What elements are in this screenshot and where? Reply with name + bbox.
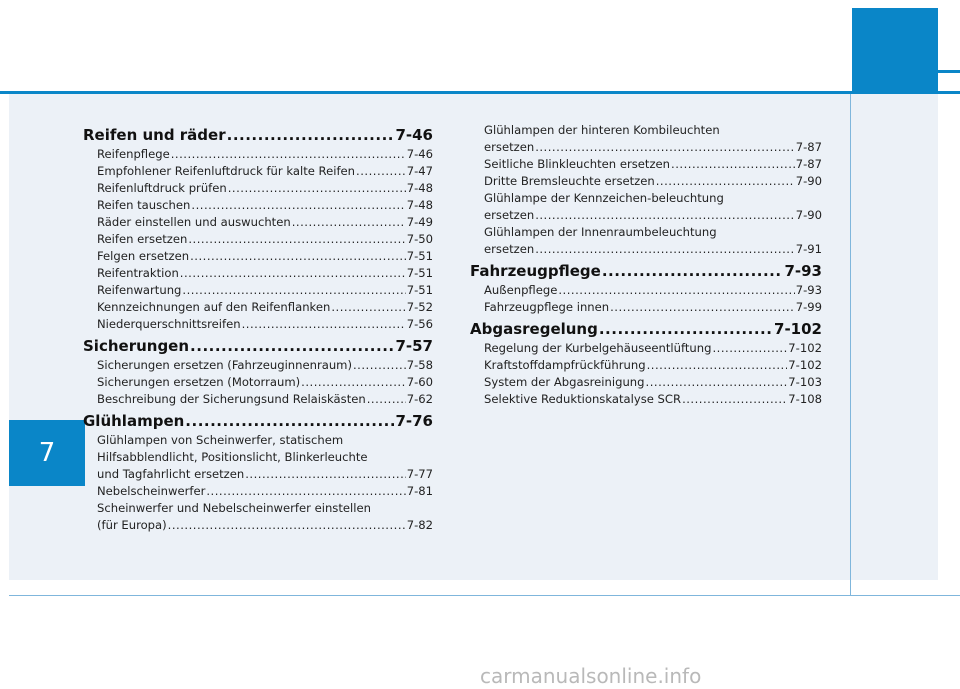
toc-entry-title: Reifenwartung xyxy=(97,283,182,297)
toc-entry-title: ersetzen xyxy=(484,208,535,222)
toc-leader-dots xyxy=(242,316,406,333)
toc-entry[interactable] xyxy=(83,282,433,299)
toc-entry-title: Reifen und räder xyxy=(83,126,226,144)
toc-section-entry[interactable] xyxy=(83,125,433,146)
toc-entry[interactable] xyxy=(470,241,822,258)
toc-entry[interactable] xyxy=(470,299,822,316)
toc-page-number: 7-46 xyxy=(395,126,433,144)
toc-section-entry[interactable] xyxy=(470,319,822,340)
toc-continuation-line: Glühlampen der Innenraumbeleuchtung xyxy=(484,225,717,239)
toc-entry[interactable] xyxy=(83,316,433,333)
toc-page-number: 7-87 xyxy=(795,157,822,171)
chapter-number: 7 xyxy=(38,438,56,468)
toc-leader-dots xyxy=(535,207,795,224)
toc-entry-title: Felgen ersetzen xyxy=(97,249,190,263)
toc-page-number: 7-102 xyxy=(788,358,822,372)
toc-leader-dots xyxy=(353,357,406,374)
toc-entry[interactable] xyxy=(470,173,822,190)
toc-entry[interactable] xyxy=(83,180,433,197)
toc-entry[interactable] xyxy=(83,265,433,282)
toc-continuation-line: Hilfsabblendlicht, Positionslicht, Blinkerleuchte xyxy=(97,450,368,464)
toc-leader-dots xyxy=(188,231,405,248)
toc-entry-title: Beschreibung der Sicherungsund Relaiskästen xyxy=(97,392,366,406)
toc-entry[interactable] xyxy=(470,340,822,357)
corner-accent-tab xyxy=(938,70,960,73)
toc-entry-title: Reifen tauschen xyxy=(97,198,191,212)
toc-entry-title: (für Europa) xyxy=(97,518,167,532)
toc-leader-dots xyxy=(558,282,794,299)
toc-entry[interactable] xyxy=(83,391,433,408)
toc-leader-dots xyxy=(647,357,788,374)
toc-page-number: 7-57 xyxy=(395,337,433,355)
toc-entry-title: Dritte Bremsleuchte ersetzen xyxy=(484,174,655,188)
toc-leader-dots xyxy=(356,163,406,180)
toc-entry-title: Niederquerschnittsreifen xyxy=(97,317,241,331)
bottom-rule xyxy=(9,595,960,596)
toc-leader-dots xyxy=(671,156,795,173)
toc-entry[interactable] xyxy=(83,374,433,391)
toc-page-number: 7-108 xyxy=(788,392,822,406)
watermark: carmanualsonline.info xyxy=(480,664,702,688)
toc-page-number: 7-87 xyxy=(795,140,822,154)
toc-entry-title: Außenpflege xyxy=(484,283,558,297)
toc-entry-title: Abgasregelung xyxy=(470,320,598,338)
toc-leader-dots xyxy=(168,517,406,534)
toc-leader-dots xyxy=(228,180,406,197)
toc-page-number: 7-51 xyxy=(406,266,433,280)
toc-entry-title: ersetzen xyxy=(484,140,535,154)
toc-leader-dots xyxy=(610,299,795,316)
toc-entry[interactable] xyxy=(470,374,822,391)
toc-leader-dots xyxy=(245,466,405,483)
toc-page-number: 7-62 xyxy=(406,392,433,406)
toc-page-number: 7-52 xyxy=(406,300,433,314)
toc-leader-dots xyxy=(535,139,795,156)
toc-entry[interactable] xyxy=(470,207,822,224)
toc-entry[interactable] xyxy=(470,156,822,173)
toc-entry[interactable] xyxy=(470,139,822,156)
toc-entry[interactable] xyxy=(83,483,433,500)
toc-leader-dots xyxy=(656,173,795,190)
toc-leader-dots xyxy=(712,340,787,357)
toc-leader-dots xyxy=(331,299,405,316)
toc-leader-dots xyxy=(367,391,406,408)
toc-page-number: 7-102 xyxy=(788,341,822,355)
toc-right-column xyxy=(470,122,822,408)
toc-entry[interactable] xyxy=(83,517,433,534)
corner-accent-block xyxy=(852,8,938,108)
toc-leader-dots xyxy=(535,241,795,258)
toc-left-column xyxy=(83,122,433,534)
toc-entry[interactable] xyxy=(83,146,433,163)
toc-entry[interactable] xyxy=(83,197,433,214)
toc-entry-title: Kennzeichnungen auf den Reifenflanken xyxy=(97,300,331,314)
toc-leader-dots xyxy=(602,261,784,282)
toc-page-number: 7-56 xyxy=(406,317,433,331)
toc-page-number: 7-93 xyxy=(795,283,822,297)
toc-page-number: 7-93 xyxy=(784,262,822,280)
toc-page-number: 7-91 xyxy=(795,242,822,256)
toc-entry-title: ersetzen xyxy=(484,242,535,256)
toc-page-number: 7-48 xyxy=(406,181,433,195)
toc-entry[interactable] xyxy=(83,357,433,374)
toc-entry-title: Nebelscheinwerfer xyxy=(97,484,206,498)
toc-page-number: 7-58 xyxy=(406,358,433,372)
toc-entry[interactable] xyxy=(470,357,822,374)
toc-entry-title: Fahrzeugpflege xyxy=(470,262,601,280)
toc-page-number: 7-81 xyxy=(406,484,433,498)
toc-leader-dots xyxy=(180,265,406,282)
toc-entry-title: Reifenpflege xyxy=(97,147,170,161)
toc-leader-dots xyxy=(185,411,394,432)
toc-entry-title: Reifen ersetzen xyxy=(97,232,188,246)
toc-leader-dots xyxy=(182,282,405,299)
toc-entry-title: Reifenluftdruck prüfen xyxy=(97,181,227,195)
toc-leader-dots xyxy=(190,336,394,357)
toc-entry[interactable] xyxy=(83,163,433,180)
toc-entry[interactable] xyxy=(83,231,433,248)
toc-entry-title: Empfohlener Reifenluftdruck für kalte Reifen xyxy=(97,164,356,178)
toc-leader-dots xyxy=(599,319,773,340)
toc-entry[interactable] xyxy=(470,282,822,299)
toc-section-entry[interactable] xyxy=(83,411,433,432)
toc-section-entry[interactable] xyxy=(83,336,433,357)
toc-leader-dots xyxy=(191,197,405,214)
toc-entry[interactable] xyxy=(83,214,433,231)
toc-entry[interactable] xyxy=(83,466,433,483)
toc-continuation-line: Glühlampe der Kennzeichen-beleuchtung xyxy=(484,191,724,205)
toc-page-number: 7-46 xyxy=(406,147,433,161)
toc-entry-title: Seitliche Blinkleuchten ersetzen xyxy=(484,157,671,171)
toc-entry-title: und Tagfahrlicht ersetzen xyxy=(97,467,245,481)
toc-entry-title: Sicherungen ersetzen (Fahrzeuginnenraum) xyxy=(97,358,352,372)
toc-leader-dots xyxy=(190,248,406,265)
toc-page-number: 7-90 xyxy=(795,174,822,188)
toc-page-number: 7-48 xyxy=(406,198,433,212)
toc-page-number: 7-82 xyxy=(406,518,433,532)
toc-page-number: 7-99 xyxy=(795,300,822,314)
toc-entry-title: Glühlampen xyxy=(83,412,185,430)
toc-leader-dots xyxy=(227,125,395,146)
chapter-tab xyxy=(9,420,85,486)
toc-leader-dots xyxy=(171,146,406,163)
toc-continuation-line: Glühlampen von Scheinwerfer, statischem xyxy=(97,433,344,447)
toc-page-number: 7-103 xyxy=(788,375,822,389)
toc-continuation-line: Glühlampen der hinteren Kombileuchten xyxy=(484,123,720,137)
toc-page-number: 7-49 xyxy=(406,215,433,229)
toc-page-number: 7-60 xyxy=(406,375,433,389)
toc-continuation-line: Scheinwerfer und Nebelscheinwerfer einstellen xyxy=(97,501,371,515)
toc-page-number: 7-77 xyxy=(406,467,433,481)
toc-entry-title: Regelung der Kurbelgehäuseentlüftung xyxy=(484,341,712,355)
toc-leader-dots xyxy=(292,214,406,231)
toc-leader-dots xyxy=(206,483,405,500)
toc-leader-dots xyxy=(646,374,788,391)
toc-entry-title: Fahrzeugpflege innen xyxy=(484,300,610,314)
toc-page-number: 7-90 xyxy=(795,208,822,222)
toc-leader-dots xyxy=(301,374,406,391)
toc-entry[interactable] xyxy=(470,391,822,408)
toc-leader-dots xyxy=(682,391,787,408)
toc-entry-title: Selektive Reduktionskatalyse SCR xyxy=(484,392,682,406)
margin-line xyxy=(850,94,851,596)
toc-page-number: 7-51 xyxy=(406,249,433,263)
toc-entry-title: Reifentraktion xyxy=(97,266,179,280)
toc-page-number: 7-50 xyxy=(406,232,433,246)
toc-entry[interactable] xyxy=(83,299,433,316)
toc-page-number: 7-102 xyxy=(774,320,822,338)
toc-entry-title: System der Abgasreinigung xyxy=(484,375,645,389)
toc-entry-title: Räder einstellen und auswuchten xyxy=(97,215,291,229)
toc-section-entry[interactable] xyxy=(470,261,822,282)
toc-page-number: 7-76 xyxy=(395,412,433,430)
toc-page-number: 7-51 xyxy=(406,283,433,297)
toc-entry-title: Sicherungen xyxy=(83,337,190,355)
toc-page-number: 7-47 xyxy=(406,164,433,178)
toc-entry[interactable] xyxy=(83,248,433,265)
toc-entry-title: Kraftstoffdampfrückführung xyxy=(484,358,646,372)
toc-entry-title: Sicherungen ersetzen (Motorraum) xyxy=(97,375,301,389)
